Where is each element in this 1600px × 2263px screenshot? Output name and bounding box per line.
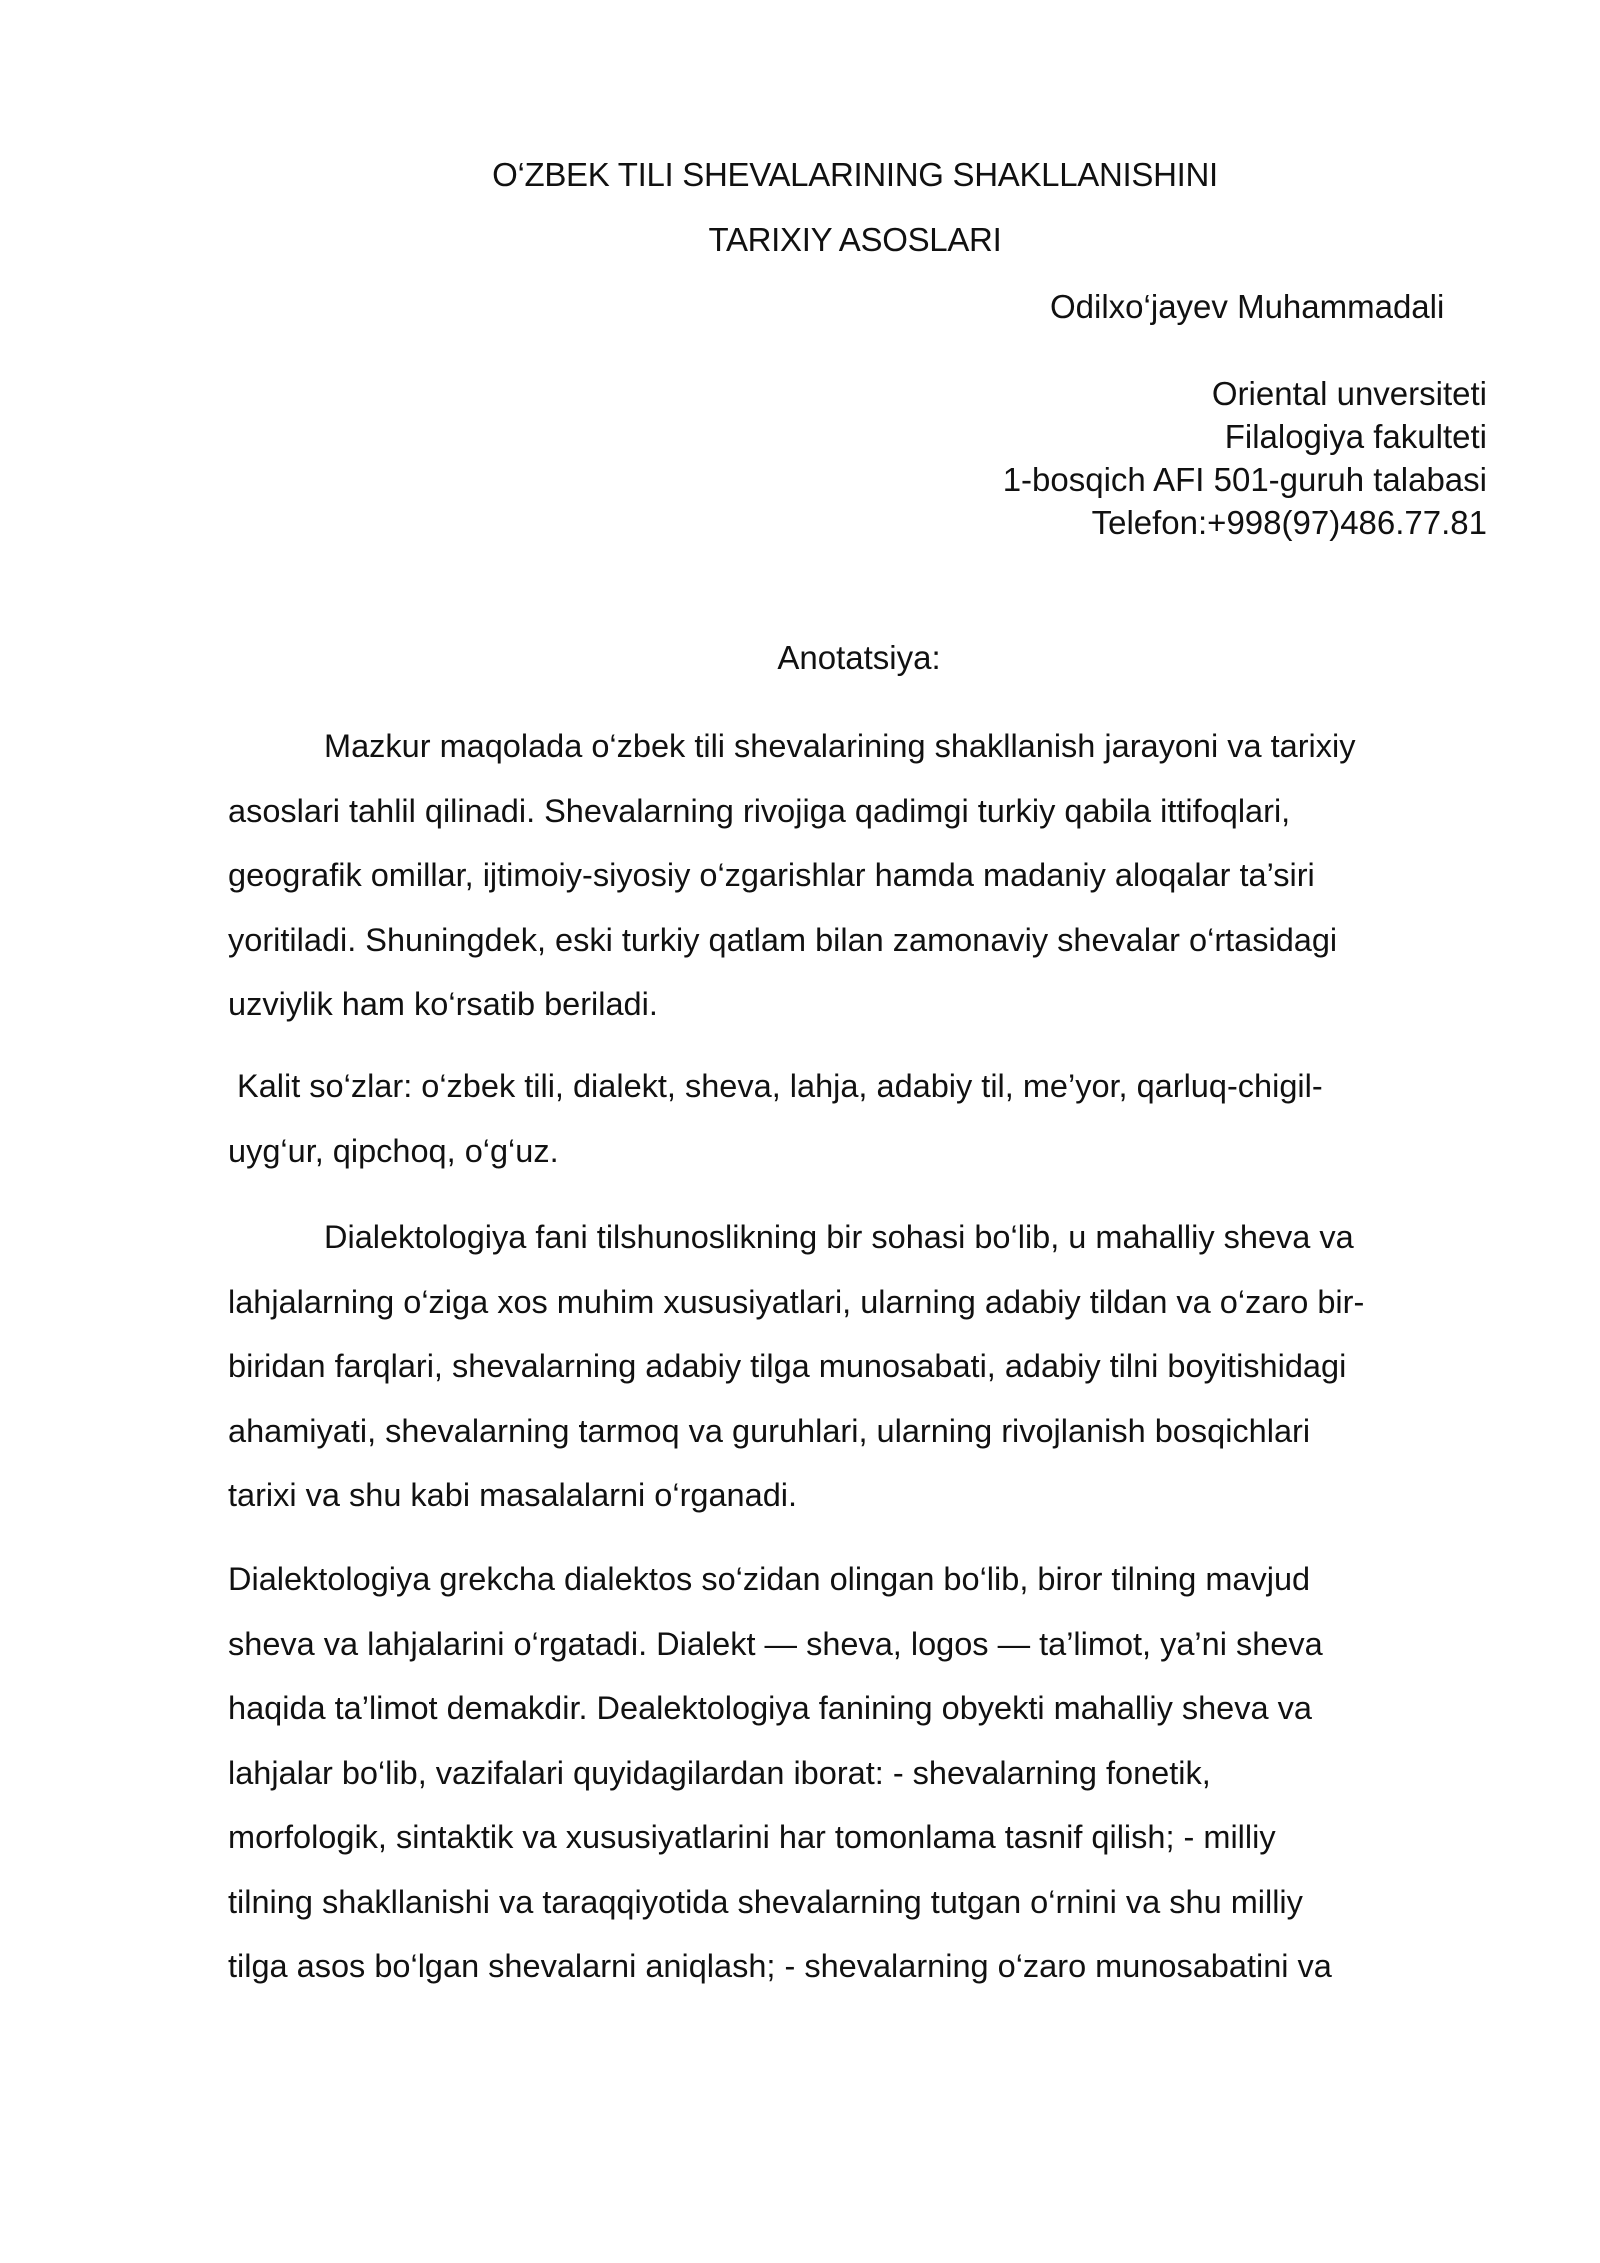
- body-line: biridan farqlari, shevalarning adabiy tilga munosabati, adabiy tilni boyitishidagi: [228, 1348, 1347, 1384]
- keywords-line: Kalit so‘zlar: o‘zbek tili, dialekt, sheva, lahja, adabiy til, me’yor, qarluq-chigil-: [228, 1068, 1323, 1104]
- body-line: Dialektologiya fani tilshunoslikning bir sohasi bo‘lib, u mahalliy sheva va: [324, 1219, 1354, 1255]
- body-line: sheva va lahjalarini o‘rgatadi. Dialekt — sheva, logos — ta’limot, ya’ni sheva: [228, 1625, 1323, 1662]
- body-line: morfologik, sintaktik va xususiyatlarini har tomonlama tasnif qilish; - milliy: [228, 1819, 1276, 1855]
- body-line: ahamiyati, shevalarning tarmoq va guruhlari, ularning rivojlanish bosqichlari: [228, 1412, 1311, 1449]
- abstract-line: Mazkur maqolada o‘zbek tili shevalarining shakllanish jarayoni va tarixiy: [324, 728, 1356, 764]
- keywords-line: uyg‘ur, qipchoq, o‘g‘uz.: [228, 1132, 559, 1169]
- abstract-line: yoritiladi. Shuningdek, eski turkiy qatlam bilan zamonaviy shevalar o‘rtasidagi: [228, 921, 1338, 958]
- body-line: lahjalarning o‘ziga xos muhim xususiyatlari, ularning adabiy tildan va o‘zaro bir-: [228, 1283, 1365, 1320]
- paper-title-line-2: TARIXIY ASOSLARI: [708, 221, 1002, 258]
- body-line: haqida ta’limot demakdir. Dealektologiya fanining obyekti mahalliy sheva va: [228, 1690, 1312, 1726]
- affiliation-faculty: Filalogiya fakulteti: [1224, 418, 1487, 455]
- paper-title-line-1: O‘ZBEK TILI SHEVALARINING SHAKLLANISHINI: [492, 156, 1218, 193]
- abstract-paragraph: [228, 714, 1490, 1037]
- body-line: lahjalar bo‘lib, vazifalari quyidagilardan iborat: - shevalarning fonetik,: [228, 1754, 1211, 1791]
- affiliation-group: 1-bosqich AFI 501-guruh talabasi: [1002, 461, 1487, 498]
- abstract-line: asoslari tahlil qilinadi. Shevalarning rivojiga qadimgi turkiy qabila ittifoqlari,: [228, 792, 1291, 829]
- body-line: tilga asos bo‘lgan shevalarni aniqlash; - shevalarning o‘zaro munosabatini va: [228, 1948, 1332, 1984]
- abstract-heading: Anotatsiya:: [777, 639, 941, 676]
- keywords-paragraph: [228, 1054, 1490, 1183]
- body-paragraph-2: [228, 1547, 1490, 1999]
- affiliation-university: Oriental unversiteti: [1211, 375, 1487, 412]
- author-affiliation: [1003, 372, 1487, 544]
- body-line: tilning shakllanishi va taraqqiyotida shevalarning tutgan o‘rnini va shu milliy: [228, 1883, 1303, 1920]
- body-line: tarixi va shu kabi masalalarni o‘rganadi.: [228, 1477, 798, 1513]
- abstract-line: geografik omillar, ijtimoiy-siyosiy o‘zgarishlar hamda madaniy aloqalar ta’siri: [228, 857, 1315, 893]
- affiliation-phone: Telefon:+998(97)486.77.81: [1091, 504, 1487, 541]
- body-line: Dialektologiya grekcha dialektos so‘zidan olingan bo‘lib, biror tilning mavjud: [228, 1561, 1311, 1597]
- author-name: Odilxo‘jayev Muhammadali: [1050, 288, 1445, 325]
- body-paragraph-1: [228, 1205, 1490, 1528]
- abstract-line: uzviylik ham ko‘rsatib beriladi.: [228, 986, 658, 1022]
